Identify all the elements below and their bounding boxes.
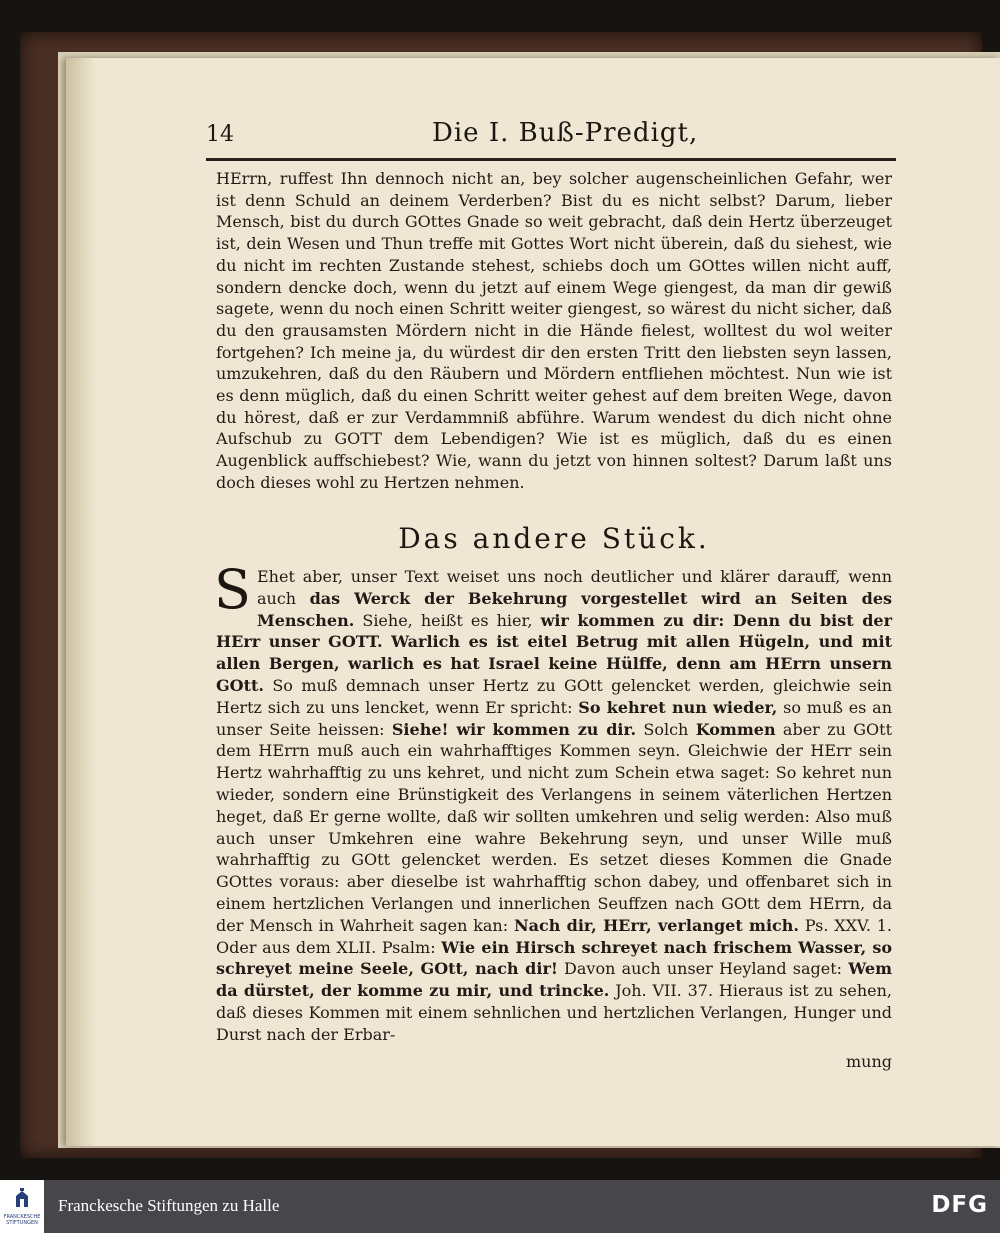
second-paragraph bbox=[214, 558, 893, 1046]
foundation-emblem-icon bbox=[14, 1188, 30, 1208]
body-text: aber zu GOtt dem HErrn muß auch ein wahrhafftiges Kommen seyn. Gleichwie der HErr sein Hertz wahrhafftig zu uns kehret, und nicht zum Schein etwa saget: So kehret nun wieder, sondern eine Brünstigkeit des Verlangens in seinem väterlichen Hertzen heget, daß Er gerne wollte, daß wir sollten umkehren und selig werden: Also muß auch unser Umkehren eine wahre Bekehrung seyn, und unser Wille muß wahrhafftig zu GOtt gelencket werden. Es setzet dieses Kommen die Gnade GOttes voraus: aber dieselbe ist wahrhafftig schon dabey, und offenbaret sich in einem hertzlichen Verlangen und innerlichen Seuffzen nach GOtt dem HErrn, da der Mensch in Wahrheit sagen kan: bbox=[216, 719, 892, 935]
second-paragraph-text bbox=[214, 558, 893, 1046]
emphasized-text: So kehret nun wieder, bbox=[578, 697, 778, 717]
body-text: Davon auch unser Heyland saget: bbox=[557, 959, 849, 979]
first-paragraph-text: HErrn, ruffest Ihn dennoch nicht an, bey solcher augenscheinlichen Gefahr, wer ist denn Schuld an deinem Verderben? Bist du es nicht selbst? Darum, lieber Mensch, bist du durch GOttes Gnade so weit gebracht, daß dein Hertz überzeuget ist, dein Wesen und Thun treffe mit Gottes Wort nicht überein, daß du siehest, wie du nicht im rechten Zustande stehest, schiebs doch um GOttes willen nicht auff, sondern dencke doch, wenn du jetzt auf einem Wege giengest, da man dir gewiß sagete, wenn du noch einen Schritt weiter giengest, so wärest du nicht sicher, daß du den grausamsten Mördern nicht in die Hände fielest, wolltest du wol weiter fortgehen? Ich meine ja, du würdest dir den ersten Tritt den liebsten seyn lassen, umzukehren, daß du den Räubern und Mördern entfliehen möchtest. Nun wie ist es denn müglich, daß du einen Schritt weiter gehest auf dem breiten Wege, davon du hörest, daß er zur Verdammniß abführe. Warum wendest du dich nicht ohne Aufschub zu GOTT dem Lebendigen? Wie ist es müglich, daß du es einen Augenblick auffschiebest? Wie, wann du jetzt von hinnen soltest? Darum laßt uns doch dieses wohl zu Hertzen nehmen. bbox=[216, 169, 892, 492]
institution-name[interactable]: Franckesche Stiftungen zu Halle bbox=[58, 1196, 280, 1215]
emphasized-text: wir kommen zu dir: Denn du bist der HErr unser GOTT. Warlich es ist eitel Betrug mit allen Hügeln, und mit allen Bergen, warlich es hat Israel keine Hülffe, denn am HErrn unsern GOtt. bbox=[216, 610, 893, 695]
page-number: 14 bbox=[206, 122, 234, 147]
running-title: Die I. Buß-Predigt, bbox=[432, 118, 699, 148]
emphasized-text: Wie ein Hirsch schreyet nach frischem Wasser, so schreyet meine Seele, GOtt, nach dir! bbox=[216, 937, 892, 979]
running-head bbox=[206, 118, 896, 158]
body-text: so muß es an unser Seite heissen: bbox=[216, 697, 893, 739]
drop-cap-letter: S bbox=[214, 558, 251, 621]
emphasized-text: Kommen bbox=[695, 719, 776, 739]
emphasized-text: das Werck der Bekehrung vorgestellet wird an Seiten des Menschen. bbox=[257, 588, 893, 630]
body-text: So muß demnach unser Hertz zu GOtt gelencket werden, gleichwie sein Hertz sich zu uns lencket, wenn Er spricht: bbox=[216, 675, 892, 717]
body-text: Joh. VII. 37. Hieraus ist zu sehen, daß dieses Kommen mit einem sehnlichen und hertzlichen Verlangen, Hunger und Durst nach der Erbar- bbox=[216, 981, 893, 1044]
emphasized-text: Siehe! wir kommen zu dir. bbox=[391, 719, 637, 739]
foundation-logo-text: FRANCKESCHE STIFTUNGEN bbox=[3, 1214, 41, 1226]
catchword: mung bbox=[845, 1052, 892, 1071]
body-text: Ps. XXV. 1. Oder aus dem XLII. Psalm: bbox=[216, 915, 893, 957]
body-text: Ehet aber, unser Text weiset uns noch deutlicher und klärer darauff, wenn auch bbox=[257, 567, 892, 608]
body-text: Siehe, heißt es hier, bbox=[354, 610, 541, 630]
first-paragraph bbox=[216, 168, 892, 494]
header-rule bbox=[206, 158, 896, 161]
emphasized-text: Nach dir, HErr, verlanget mich. bbox=[513, 915, 799, 935]
emphasized-text: Wem da dürstet, der komme zu mir, und trincke. bbox=[216, 959, 892, 1001]
foundation-logo[interactable] bbox=[0, 1180, 44, 1233]
page-gutter-shadow bbox=[66, 58, 96, 1146]
body-text: Solch bbox=[636, 719, 696, 739]
section-heading: Das andere Stück. bbox=[398, 522, 710, 555]
dfg-logo[interactable]: DFG bbox=[931, 1192, 988, 1218]
footer-bar bbox=[0, 1180, 1000, 1233]
